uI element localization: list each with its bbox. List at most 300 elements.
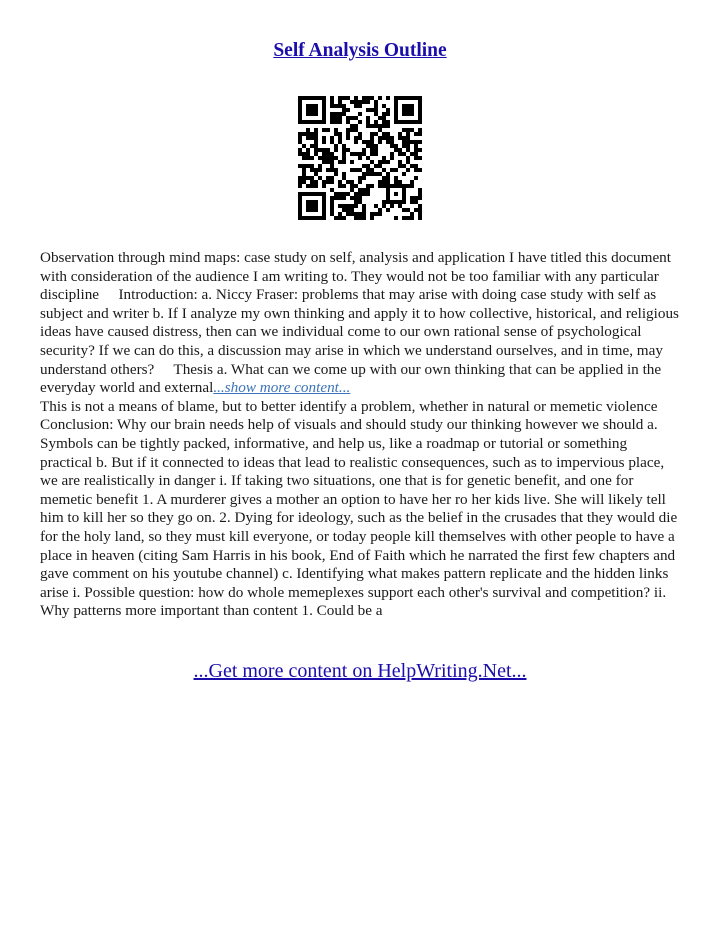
- qr-module: [414, 176, 418, 180]
- qr-module: [390, 140, 394, 144]
- qr-module: [402, 192, 406, 196]
- qr-module: [398, 136, 402, 140]
- qr-module: [330, 104, 334, 108]
- qr-module: [358, 100, 362, 104]
- qr-module: [314, 136, 318, 140]
- qr-module: [370, 136, 374, 140]
- qr-module: [390, 200, 394, 204]
- qr-module: [318, 176, 322, 180]
- qr-module: [306, 132, 310, 136]
- qr-module: [330, 180, 334, 184]
- qr-module: [394, 200, 398, 204]
- qr-module: [322, 212, 326, 216]
- qr-module: [338, 160, 342, 164]
- qr-module: [318, 168, 322, 172]
- qr-module: [406, 128, 410, 132]
- qr-module: [330, 212, 334, 216]
- qr-module: [330, 136, 334, 140]
- qr-module: [370, 212, 374, 216]
- qr-module: [374, 104, 378, 108]
- qr-module: [366, 140, 370, 144]
- qr-module: [310, 192, 314, 196]
- qr-module: [310, 136, 314, 140]
- qr-module: [378, 172, 382, 176]
- qr-module: [394, 180, 398, 184]
- qr-module: [410, 184, 414, 188]
- qr-module: [354, 204, 358, 208]
- qr-code-icon: [298, 96, 422, 220]
- qr-module: [386, 108, 390, 112]
- qr-module: [302, 152, 306, 156]
- qr-module: [410, 216, 414, 220]
- qr-module: [406, 148, 410, 152]
- document-body: [40, 249, 680, 621]
- qr-module: [414, 132, 418, 136]
- get-more-content-link[interactable]: ...Get more content on HelpWriting.Net...: [193, 660, 527, 682]
- qr-module: [306, 204, 310, 208]
- qr-module: [314, 96, 318, 100]
- qr-module: [362, 172, 366, 176]
- qr-module: [394, 104, 398, 108]
- qr-module: [386, 192, 390, 196]
- qr-module: [354, 100, 358, 104]
- qr-module: [314, 208, 318, 212]
- qr-module: [338, 140, 342, 144]
- qr-module: [366, 156, 370, 160]
- qr-module: [334, 132, 338, 136]
- qr-module: [322, 128, 326, 132]
- qr-module: [354, 152, 358, 156]
- qr-module: [342, 144, 346, 148]
- qr-module: [390, 184, 394, 188]
- qr-module: [366, 96, 370, 100]
- qr-module: [406, 216, 410, 220]
- qr-module: [378, 212, 382, 216]
- qr-module: [330, 152, 334, 156]
- qr-module: [314, 128, 318, 132]
- qr-module: [306, 176, 310, 180]
- qr-module: [330, 116, 334, 120]
- qr-module: [318, 216, 322, 220]
- qr-module: [410, 196, 414, 200]
- qr-module: [302, 168, 306, 172]
- qr-module: [334, 168, 338, 172]
- qr-module: [334, 156, 338, 160]
- qr-module: [298, 136, 302, 140]
- qr-module: [306, 208, 310, 212]
- qr-module: [350, 160, 354, 164]
- qr-module: [310, 200, 314, 204]
- qr-module: [326, 156, 330, 160]
- qr-module: [378, 96, 382, 100]
- qr-module: [386, 176, 390, 180]
- qr-module: [322, 136, 326, 140]
- qr-module: [306, 164, 310, 168]
- qr-module: [382, 184, 386, 188]
- qr-module: [394, 168, 398, 172]
- qr-module: [362, 140, 366, 144]
- qr-module: [358, 188, 362, 192]
- qr-module: [346, 128, 350, 132]
- qr-module: [402, 208, 406, 212]
- qr-module: [302, 172, 306, 176]
- qr-module: [298, 200, 302, 204]
- qr-module: [302, 164, 306, 168]
- qr-module: [326, 148, 330, 152]
- qr-module: [306, 128, 310, 132]
- qr-module: [370, 216, 374, 220]
- qr-module: [362, 188, 366, 192]
- qr-module: [314, 132, 318, 136]
- qr-module: [410, 200, 414, 204]
- qr-module: [342, 96, 346, 100]
- qr-module: [306, 112, 310, 116]
- qr-module: [382, 112, 386, 116]
- qr-module: [298, 152, 302, 156]
- qr-module: [354, 192, 358, 196]
- qr-module: [394, 112, 398, 116]
- qr-module: [346, 180, 350, 184]
- qr-module: [410, 128, 414, 132]
- qr-module: [366, 184, 370, 188]
- qr-module: [374, 120, 378, 124]
- qr-module: [326, 160, 330, 164]
- qr-module: [330, 120, 334, 124]
- qr-module: [318, 156, 322, 160]
- qr-module: [354, 136, 358, 140]
- qr-module: [302, 96, 306, 100]
- qr-module: [346, 208, 350, 212]
- qr-module: [298, 164, 302, 168]
- qr-module: [370, 172, 374, 176]
- qr-module: [362, 216, 366, 220]
- qr-module: [306, 136, 310, 140]
- qr-module: [398, 152, 402, 156]
- qr-module: [350, 124, 354, 128]
- qr-module: [358, 212, 362, 216]
- qr-module: [382, 132, 386, 136]
- qr-module: [314, 112, 318, 116]
- qr-module: [402, 164, 406, 168]
- qr-module: [398, 184, 402, 188]
- qr-module: [406, 108, 410, 112]
- qr-module: [398, 120, 402, 124]
- qr-module: [310, 184, 314, 188]
- qr-module: [362, 148, 366, 152]
- qr-module: [394, 96, 398, 100]
- qr-module: [398, 180, 402, 184]
- qr-module: [354, 140, 358, 144]
- qr-module: [366, 188, 370, 192]
- qr-module: [366, 100, 370, 104]
- qr-module: [362, 208, 366, 212]
- qr-module: [314, 120, 318, 124]
- qr-module: [326, 128, 330, 132]
- qr-module: [362, 96, 366, 100]
- qr-module: [322, 200, 326, 204]
- qr-module: [338, 184, 342, 188]
- qr-module: [330, 164, 334, 168]
- qr-module: [306, 192, 310, 196]
- qr-module: [330, 112, 334, 116]
- qr-module: [382, 180, 386, 184]
- qr-module: [406, 184, 410, 188]
- qr-module: [362, 192, 366, 196]
- qr-module: [358, 112, 362, 116]
- qr-module: [334, 104, 338, 108]
- qr-module: [386, 200, 390, 204]
- qr-module: [362, 152, 366, 156]
- qr-module: [306, 108, 310, 112]
- qr-module: [386, 160, 390, 164]
- qr-module: [322, 104, 326, 108]
- qr-module: [306, 156, 310, 160]
- qr-module: [370, 108, 374, 112]
- qr-module: [358, 180, 362, 184]
- qr-module: [406, 160, 410, 164]
- qr-module: [374, 164, 378, 168]
- qr-module: [386, 96, 390, 100]
- qr-module: [378, 208, 382, 212]
- qr-module: [314, 152, 318, 156]
- qr-module: [418, 188, 422, 192]
- qr-module: [382, 136, 386, 140]
- qr-module: [314, 148, 318, 152]
- qr-module: [390, 144, 394, 148]
- qr-module: [358, 120, 362, 124]
- qr-module: [314, 200, 318, 204]
- qr-module: [342, 184, 346, 188]
- qr-module: [374, 132, 378, 136]
- qr-module: [414, 200, 418, 204]
- qr-module: [322, 148, 326, 152]
- qr-module: [418, 132, 422, 136]
- qr-module: [306, 120, 310, 124]
- qr-module: [386, 124, 390, 128]
- qr-module: [418, 216, 422, 220]
- qr-module: [338, 116, 342, 120]
- qr-module: [378, 140, 382, 144]
- qr-module: [354, 200, 358, 204]
- qr-module: [362, 164, 366, 168]
- qr-module: [366, 164, 370, 168]
- qr-module: [354, 184, 358, 188]
- qr-module: [338, 196, 342, 200]
- qr-module: [374, 148, 378, 152]
- qr-module: [298, 116, 302, 120]
- qr-module: [374, 144, 378, 148]
- qr-module: [310, 96, 314, 100]
- qr-module: [378, 116, 382, 120]
- qr-module: [346, 204, 350, 208]
- qr-module: [402, 188, 406, 192]
- body-paragraph-1: [40, 249, 680, 398]
- qr-module: [402, 172, 406, 176]
- qr-module: [350, 180, 354, 184]
- qr-module: [418, 100, 422, 104]
- qr-module: [338, 96, 342, 100]
- qr-module: [342, 192, 346, 196]
- qr-module: [354, 96, 358, 100]
- qr-module: [406, 96, 410, 100]
- qr-module: [334, 148, 338, 152]
- qr-module: [378, 128, 382, 132]
- qr-module: [382, 124, 386, 128]
- qr-module: [322, 108, 326, 112]
- qr-module: [370, 144, 374, 148]
- qr-module: [370, 184, 374, 188]
- qr-module: [322, 120, 326, 124]
- qr-module: [366, 168, 370, 172]
- qr-module: [358, 156, 362, 160]
- qr-module: [298, 96, 302, 100]
- qr-module: [314, 108, 318, 112]
- qr-module: [382, 176, 386, 180]
- document-title-link[interactable]: Self Analysis Outline: [273, 40, 447, 61]
- qr-module: [386, 172, 390, 176]
- qr-module: [330, 196, 334, 200]
- qr-module: [322, 140, 326, 144]
- qr-module: [322, 100, 326, 104]
- qr-module: [302, 192, 306, 196]
- qr-module: [318, 96, 322, 100]
- qr-module: [310, 204, 314, 208]
- qr-module: [406, 136, 410, 140]
- qr-module: [326, 152, 330, 156]
- qr-module: [366, 108, 370, 112]
- qr-module: [310, 180, 314, 184]
- qr-module: [358, 136, 362, 140]
- qr-module: [322, 204, 326, 208]
- qr-module: [374, 124, 378, 128]
- qr-module: [394, 148, 398, 152]
- qr-module: [350, 188, 354, 192]
- qr-module: [346, 120, 350, 124]
- qr-module: [342, 208, 346, 212]
- qr-module: [338, 192, 342, 196]
- qr-module: [394, 116, 398, 120]
- qr-module: [418, 204, 422, 208]
- qr-module: [418, 116, 422, 120]
- show-more-link[interactable]: ...show more content...: [213, 379, 351, 397]
- qr-module: [302, 176, 306, 180]
- qr-module: [342, 172, 346, 176]
- qr-module: [414, 152, 418, 156]
- qr-module: [374, 204, 378, 208]
- qr-module: [418, 148, 422, 152]
- qr-module: [354, 196, 358, 200]
- qr-module: [310, 156, 314, 160]
- qr-module: [322, 156, 326, 160]
- qr-module: [366, 144, 370, 148]
- qr-module: [350, 212, 354, 216]
- qr-module: [390, 136, 394, 140]
- qr-module: [402, 120, 406, 124]
- qr-module: [410, 112, 414, 116]
- qr-module: [406, 208, 410, 212]
- qr-module: [330, 156, 334, 160]
- qr-module: [370, 160, 374, 164]
- qr-module: [386, 208, 390, 212]
- qr-module: [382, 104, 386, 108]
- qr-module: [298, 216, 302, 220]
- qr-module: [414, 168, 418, 172]
- qr-module: [342, 196, 346, 200]
- body-paragraph-2: This is not a means of blame, but to better identify a problem, whether in natural or memetic violence   Conclusion: Why our brain needs help of visuals and should study our thinking however we should a. Symbols can be tightly packed, informative, and help us, like a roadmap or tutorial or something practical b. But if it connected to ideas that lead to realistic consequences, such as to impervious place, we are realistically in danger i. If taking two situations, one that is for genetic benefit, and one for memetic benefit 1. A murderer gives a mother an option to have her ro her kids live. She will likely tell him to kill her so they go on. 2. Dying for ideology, such as the belief in the crusades that they would die for the holy land, so they must kill everyone, or today people kill themselves with other people to have a place in heaven (citing Sam Harris in his book, End of Faith which he narrated the first few chapters and gave comment on his youtube channel) c. Identifying what makes pattern replicate and the hidden links arise i. Possible question: how do whole memeplexes support each other's survival and competition? ii. Why patterns more important than content 1. Could be a: [40, 397, 678, 620]
- qr-module: [394, 108, 398, 112]
- qr-module: [414, 144, 418, 148]
- qr-module: [314, 204, 318, 208]
- qr-module: [338, 216, 342, 220]
- qr-module: [382, 204, 386, 208]
- qr-module: [338, 104, 342, 108]
- qr-module: [358, 168, 362, 172]
- qr-module: [326, 176, 330, 180]
- qr-module: [298, 112, 302, 116]
- qr-module: [354, 104, 358, 108]
- qr-module: [374, 152, 378, 156]
- qr-module: [334, 112, 338, 116]
- qr-module: [334, 144, 338, 148]
- qr-module: [322, 196, 326, 200]
- qr-module: [298, 204, 302, 208]
- qr-module: [410, 108, 414, 112]
- qr-module: [314, 184, 318, 188]
- qr-module: [418, 156, 422, 160]
- qr-module: [306, 152, 310, 156]
- qr-module: [350, 152, 354, 156]
- qr-module: [382, 120, 386, 124]
- qr-module: [418, 208, 422, 212]
- qr-module: [414, 96, 418, 100]
- qr-module: [330, 208, 334, 212]
- qr-module: [402, 136, 406, 140]
- qr-module: [318, 120, 322, 124]
- qr-module: [346, 148, 350, 152]
- qr-module: [398, 96, 402, 100]
- qr-module: [322, 152, 326, 156]
- qr-module: [314, 140, 318, 144]
- qr-module: [406, 112, 410, 116]
- qr-module: [338, 136, 342, 140]
- qr-module: [298, 120, 302, 124]
- qr-module: [306, 200, 310, 204]
- qr-module: [318, 164, 322, 168]
- qr-module: [370, 148, 374, 152]
- qr-module: [370, 140, 374, 144]
- qr-module: [378, 160, 382, 164]
- qr-module: [346, 192, 350, 196]
- qr-module: [322, 116, 326, 120]
- qr-module: [418, 128, 422, 132]
- qr-module: [418, 96, 422, 100]
- qr-module: [370, 124, 374, 128]
- qr-module: [386, 180, 390, 184]
- qr-module: [370, 168, 374, 172]
- qr-module: [330, 168, 334, 172]
- qr-module: [390, 204, 394, 208]
- qr-module: [362, 204, 366, 208]
- qr-module: [374, 212, 378, 216]
- qr-module: [382, 116, 386, 120]
- qr-module: [406, 144, 410, 148]
- qr-module: [402, 104, 406, 108]
- qr-module: [366, 120, 370, 124]
- qr-module: [398, 160, 402, 164]
- qr-module: [378, 136, 382, 140]
- qr-module: [310, 108, 314, 112]
- qr-module: [302, 216, 306, 220]
